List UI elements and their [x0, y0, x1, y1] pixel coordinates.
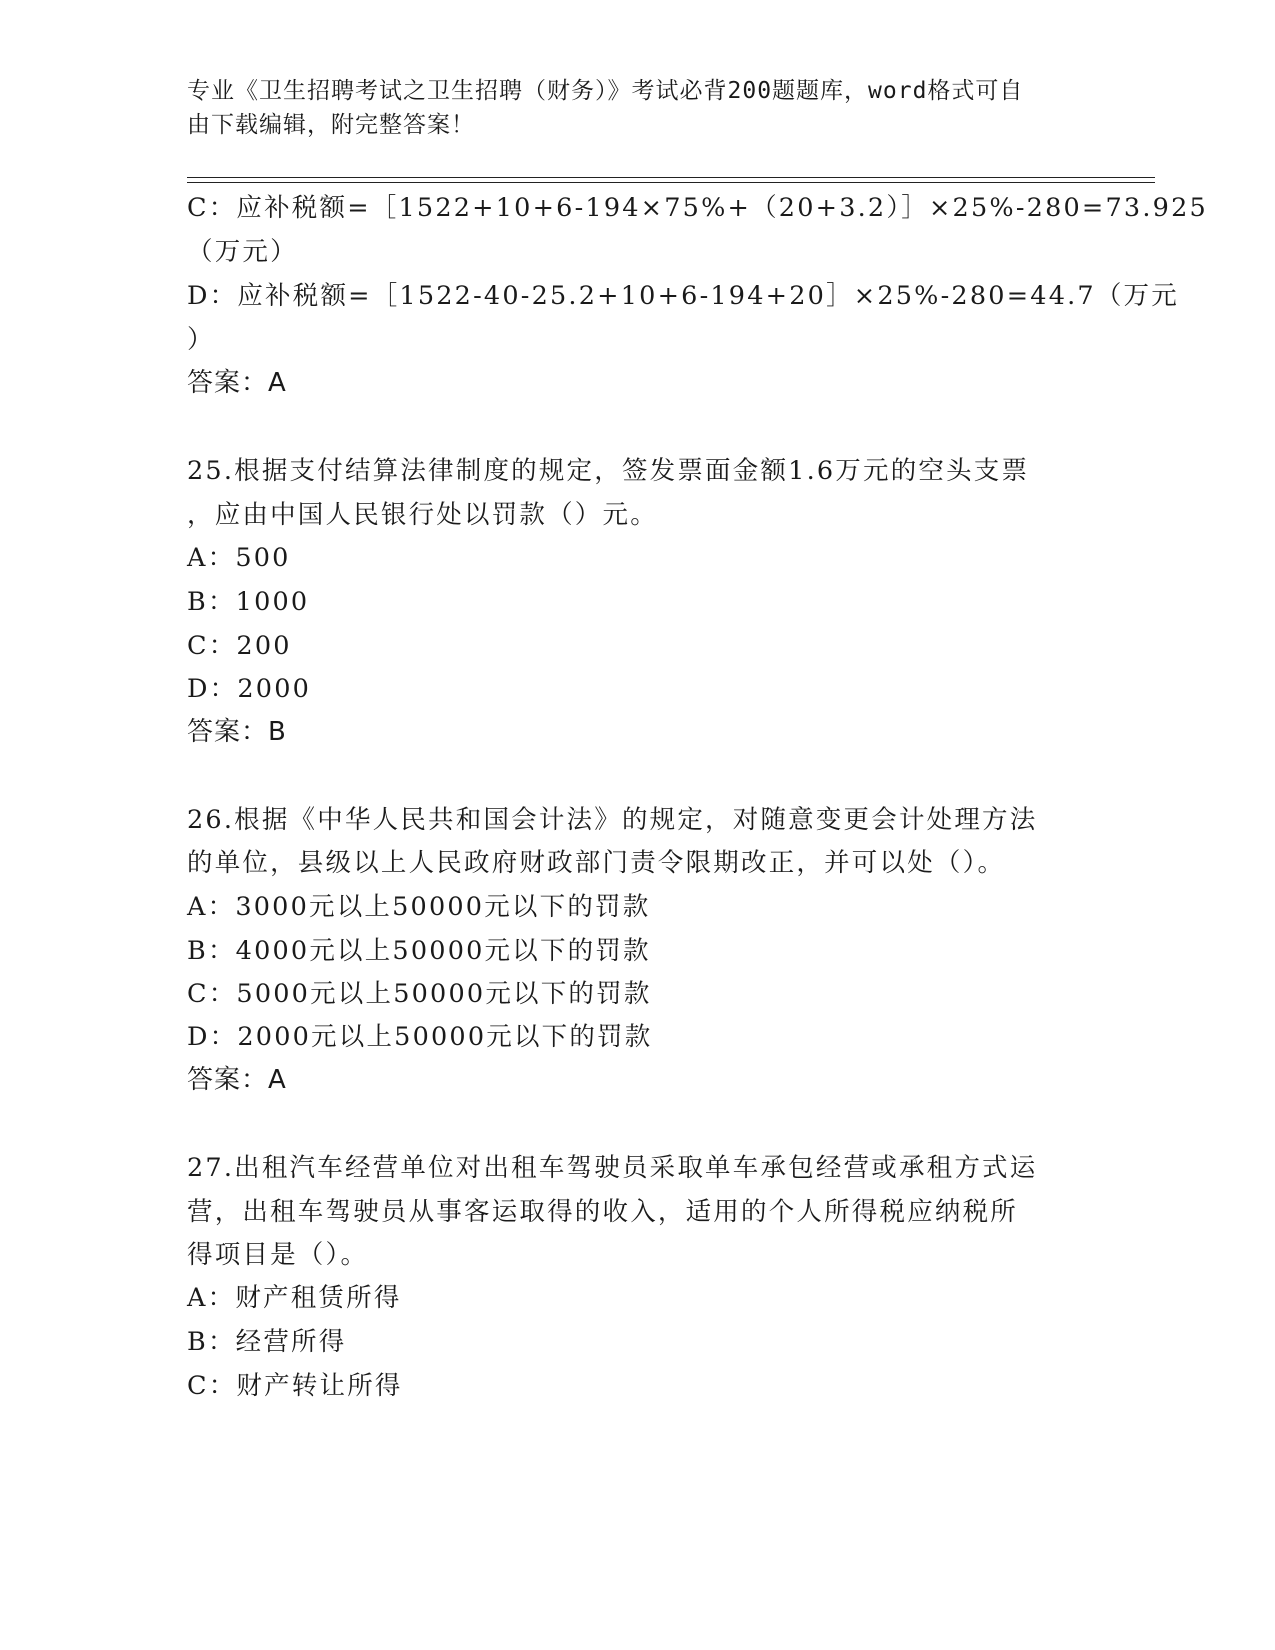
header-rule-top	[187, 177, 1155, 178]
q25-stem-2: ，应由中国人民银行处以罚款（）元。	[187, 500, 658, 530]
q26-answer: 答案：A	[187, 1065, 287, 1095]
document-header	[187, 74, 1067, 142]
q26-stem-1: 26.根据《中华人民共和国会计法》的规定，对随意变更会计处理方法	[187, 805, 1038, 835]
q25-option-a: A：500	[187, 543, 291, 573]
q26-option-c: C：5000元以上50000元以下的罚款	[187, 979, 652, 1009]
q25-answer: 答案：B	[187, 717, 287, 747]
header-rule-bottom	[187, 182, 1155, 183]
q24-answer: 答案：A	[187, 368, 287, 398]
q27-stem-2: 营，出租车驾驶员从事客运取得的收入，适用的个人所得税应纳税所	[187, 1197, 1019, 1227]
q25-option-c: C：200	[187, 631, 292, 661]
q25-stem-1: 25.根据支付结算法律制度的规定，签发票面金额1.6万元的空头支票	[187, 456, 1030, 486]
header-line-1: 专业《卫生招聘考试之卫生招聘（财务）》考试必背200题题库，word格式可自	[187, 78, 1024, 104]
q26-stem-2: 的单位，县级以上人民政府财政部门责令限期改正，并可以处（）。	[187, 848, 1006, 878]
q26-option-a: A：3000元以上50000元以下的罚款	[187, 892, 651, 922]
q25-option-d: D：2000	[187, 674, 312, 704]
q24-option-c-cont: （万元）	[187, 237, 298, 267]
q24-option-d-cont: ）	[187, 325, 215, 355]
header-line-2: 由下载编辑，附完整答案！	[187, 112, 475, 138]
q24-option-c: C：应补税额=［1522+10+6-194×75%+（20+3.2）］×25%-280=73.925	[187, 193, 1208, 223]
q27-option-a: A：财产租赁所得	[187, 1283, 402, 1313]
q25-option-b: B：1000	[187, 587, 310, 617]
q24-option-d: D：应补税额=［1522-40-25.2+10+6-194+20］×25%-280=44.7（万元	[187, 281, 1179, 311]
q27-option-b: B：经营所得	[187, 1327, 347, 1357]
q27-option-c: C：财产转让所得	[187, 1371, 403, 1401]
q27-stem-3: 得项目是（）。	[187, 1240, 369, 1270]
q26-option-d: D：2000元以上50000元以下的罚款	[187, 1022, 653, 1052]
q27-stem-1: 27.出租汽车经营单位对出租车驾驶员采取单车承包经营或承租方式运	[187, 1153, 1038, 1183]
q26-option-b: B：4000元以上50000元以下的罚款	[187, 936, 651, 966]
